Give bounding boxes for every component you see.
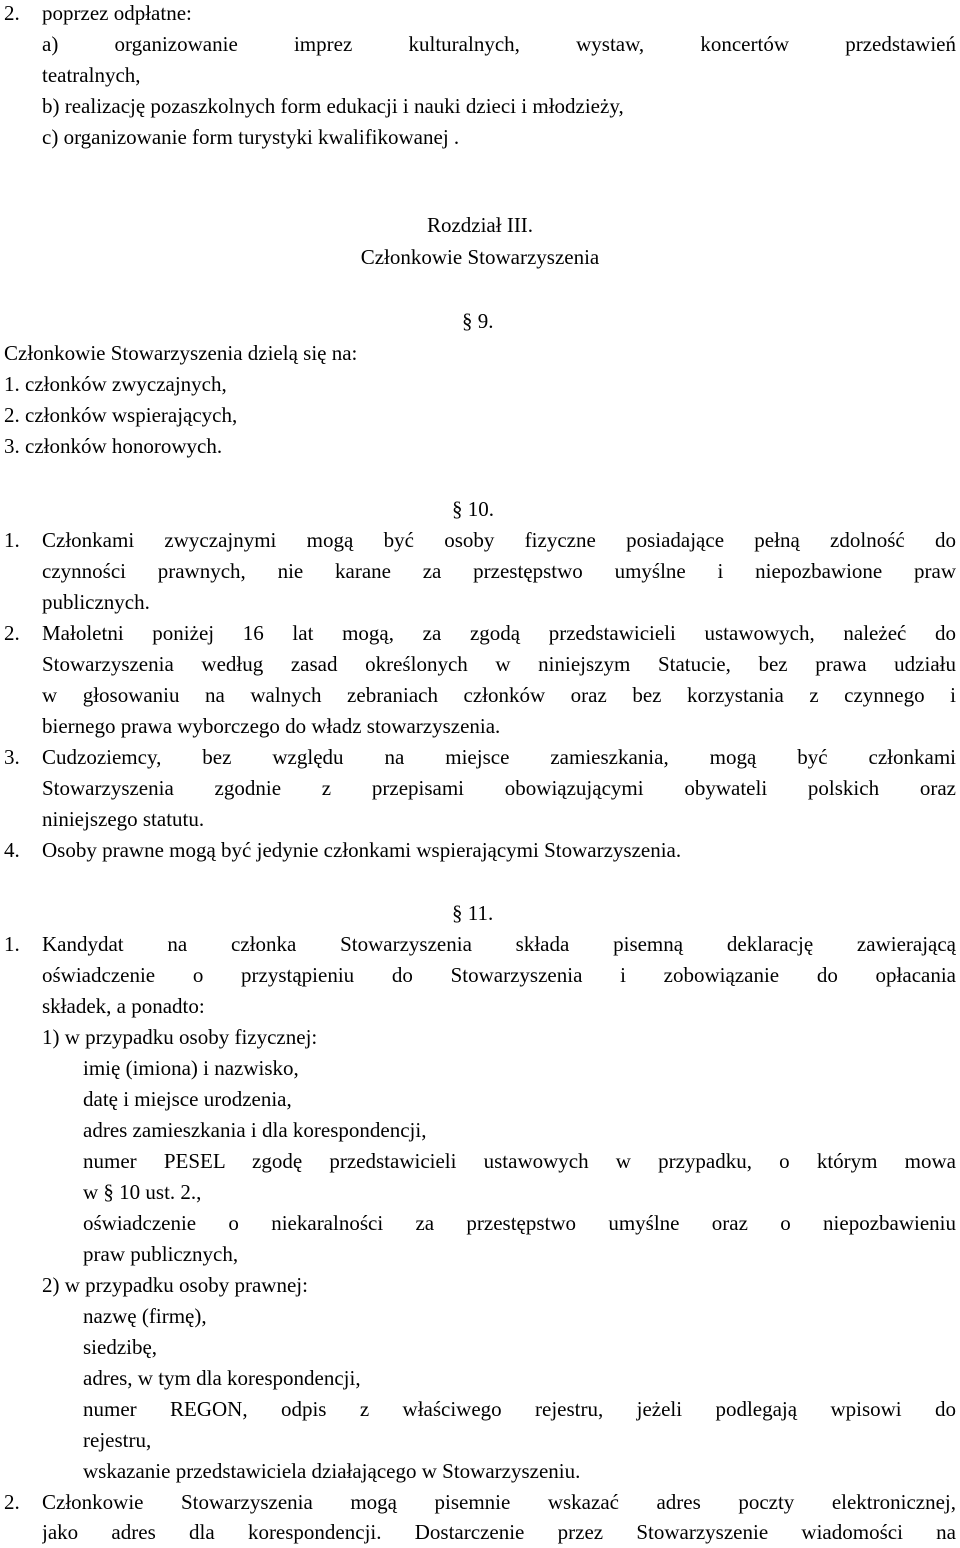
list-item: 1. członków zwyczajnych,: [4, 372, 227, 396]
sub-list-item: wskazanie przedstawiciela działającego w Stowarzyszeniu.: [83, 1459, 581, 1483]
list-item: 2. członków wspierających,: [4, 403, 238, 427]
paragraph-line: Członkowie Stowarzyszenia mogą pisemnie wskazać adres poczty elektronicznej,: [42, 1490, 956, 1514]
item-number: 2.: [4, 1, 20, 25]
paragraph-line: niniejszego statutu.: [42, 807, 205, 831]
sub-list-item: numer REGON, odpis z właściwego rejestru, jeżeli podlegają wpisowi do: [83, 1397, 956, 1421]
paragraph-number: 2.: [4, 1490, 20, 1514]
sub-list-item: adres zamieszkania i dla korespondencji,: [83, 1118, 427, 1142]
paragraph-number: 3.: [4, 745, 20, 769]
sub-list-item: numer PESEL zgodę przedstawicieli ustawowych w przypadku, o którym mowa: [83, 1149, 956, 1173]
paragraph-line: Członkami zwyczajnymi mogą być osoby fizyczne posiadające pełną zdolność do: [42, 528, 956, 552]
paragraph-line: oświadczenie o przystąpieniu do Stowarzyszenia i zobowiązanie do opłacania: [42, 963, 956, 987]
sub-list-item: adres, w tym dla korespondencji,: [83, 1366, 361, 1390]
sub-list-item: nazwę (firmę),: [83, 1304, 207, 1328]
chapter-title: Członkowie Stowarzyszenia: [360, 245, 600, 269]
paragraph-number: 2.: [4, 621, 20, 645]
section-heading: § 11.: [452, 901, 494, 925]
sub-item-b: b) realizację pozaszkolnych form edukacji i nauki dzieci i młodzieży,: [42, 94, 624, 118]
paragraph-line: biernego prawa wyborczego do władz stowarzyszenia.: [42, 714, 501, 738]
paragraph-line: jako adres dla korespondencji. Dostarczenie przez Stowarzyszenie wiadomości na: [42, 1520, 956, 1544]
paragraph-line: Cudzoziemcy, bez względu na miejsce zamieszkania, mogą być członkami: [42, 745, 956, 769]
sub-item-c: c) organizowanie form turystyki kwalifikowanej .: [42, 125, 460, 149]
paragraph-number: 1.: [4, 528, 20, 552]
paragraph-number: 1.: [4, 932, 20, 956]
sub-list-item-cont: w § 10 ust. 2.,: [83, 1180, 202, 1204]
sub-list-item-cont: praw publicznych,: [83, 1242, 239, 1266]
sub-item-a-cont: teatralnych,: [42, 63, 141, 87]
item-text: poprzez odpłatne:: [42, 1, 192, 25]
section-heading: § 9.: [462, 309, 494, 333]
paragraph-line: Małoletni poniżej 16 lat mogą, za zgodą przedstawicieli ustawowych, należeć do: [42, 621, 956, 645]
chapter-label: Rozdział III.: [426, 213, 534, 237]
sub-list-label: 2) w przypadku osoby prawnej:: [42, 1273, 308, 1297]
paragraph-line: w głosowaniu na walnych zebraniach członków oraz bez korzystania z czynnego i: [42, 683, 956, 707]
section-intro: Członkowie Stowarzyszenia dzielą się na:: [4, 341, 358, 365]
sub-list-label: 1) w przypadku osoby fizycznej:: [42, 1025, 318, 1049]
paragraph-line: Stowarzyszenia według zasad określonych w niniejszym Statucie, bez prawa udziału: [42, 652, 956, 676]
paragraph-line: Stowarzyszenia zgodnie z przepisami obowiązującymi obywateli polskich oraz: [42, 776, 956, 800]
paragraph-line: składek, a ponadto:: [42, 994, 205, 1018]
sub-item-a: a) organizowanie imprez kulturalnych, wystaw, koncertów przedstawień: [42, 32, 956, 56]
sub-list-item: imię (imiona) i nazwisko,: [83, 1056, 299, 1080]
paragraph-line: Osoby prawne mogą być jedynie członkami wspierającymi Stowarzyszenia.: [42, 838, 682, 862]
sub-list-item: oświadczenie o niekaralności za przestępstwo umyślne oraz o niepozbawieniu: [83, 1211, 956, 1235]
sub-list-item: siedzibę,: [83, 1335, 158, 1359]
list-item: 3. członków honorowych.: [4, 434, 223, 458]
paragraph-line: czynności prawnych, nie karane za przestępstwo umyślne i niepozbawione praw: [42, 559, 956, 583]
sub-list-item-cont: rejestru,: [83, 1428, 152, 1452]
paragraph-line: publicznych.: [42, 590, 150, 614]
paragraph-line: Kandydat na członka Stowarzyszenia składa pisemną deklarację zawierającą: [42, 932, 956, 956]
section-heading: § 10.: [452, 497, 494, 521]
paragraph-number: 4.: [4, 838, 20, 862]
sub-list-item: datę i miejsce urodzenia,: [83, 1087, 292, 1111]
